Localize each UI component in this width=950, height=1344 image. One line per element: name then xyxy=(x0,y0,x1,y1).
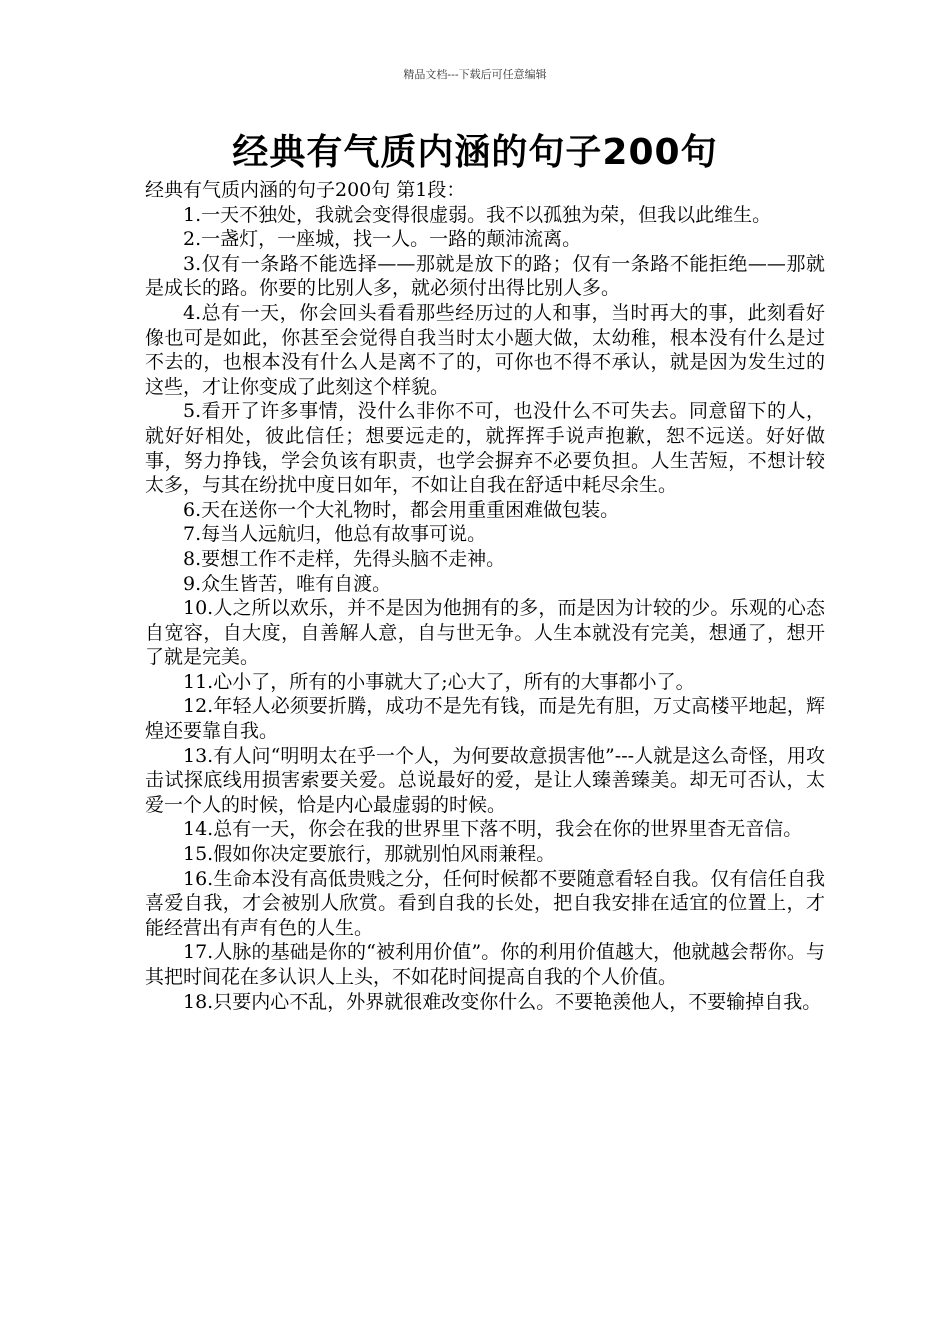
document-body xyxy=(145,178,825,1014)
quote-paragraph-4: 4.总有一天，你会回头看看那些经历过的人和事，当时再大的事，此刻看好像也可是如此，你甚至会觉得自我当时太小题大做，太幼稚，根本没有什么是过不去的，也根本没有什么人是离不了的，可你也不得不承认，就是因为发生过的这些，才让你变成了此刻这个样貌。 xyxy=(145,301,825,398)
quote-paragraph-8: 8.要想工作不走样，先得头脑不走神。 xyxy=(183,547,506,570)
quote-paragraph-14: 14.总有一天，你会在我的世界里下落不明，我会在你的世界里杳无音信。 xyxy=(183,818,803,841)
quote-paragraph-9: 9.众生皆苦，唯有自渡。 xyxy=(183,572,392,595)
section-intro: 经典有气质内涵的句子200句 第1段： xyxy=(145,179,466,201)
quote-paragraph-18: 18.只要内心不乱，外界就很难改变你什么。不要艳羡他人，不要输掉自我。 xyxy=(183,990,822,1013)
quote-paragraph-5: 5.看开了许多事情，没什么非你不可，也没什么不可失去。同意留下的人，就好好相处，彼此信任；想要远走的，就挥挥手说声抱歉，恕不远送。好好做事，努力挣钱，学会负该有职责，也学会摒弃不必要负担。人生苦短，不想计较太多，与其在纷扰中度日如年，不如让自我在舒适中耗尽余生。 xyxy=(145,400,825,497)
quote-paragraph-3: 3.仅有一条路不能选择——那就是放下的路；仅有一条路不能拒绝——那就是成长的路。你要的比别人多，就必须付出得比别人多。 xyxy=(145,252,825,300)
quote-paragraph-13: 13.有人问“明明太在乎一个人，为何要故意损害他”---人就是这么奇怪，用攻击试探底线用损害索要关爱。总说最好的爱，是让人臻善臻美。却无可否认，太爱一个人的时候，恰是内心最虚弱的时候。 xyxy=(145,744,825,816)
quote-paragraph-6: 6.天在送你一个大礼物时，都会用重重困难做包装。 xyxy=(183,498,620,521)
quote-paragraph-12: 12.年轻人必须要折腾，成功不是先有钱，而是先有胆，万丈高楼平地起，辉煌还要靠自我。 xyxy=(145,695,825,743)
quote-paragraph-7: 7.每当人远航归，他总有故事可说。 xyxy=(183,523,487,546)
quote-paragraph-1: 1.一天不独处，我就会变得很虚弱。我不以孤独为荣，但我以此维生。 xyxy=(183,203,772,226)
quote-paragraph-16: 16.生命本没有高低贵贱之分，任何时候都不要随意看轻自我。仅有信任自我喜爱自我，才会被别人欣赏。看到自我的长处，把自我安排在适宜的位置上，才能经营出有声有色的人生。 xyxy=(145,867,825,939)
quote-paragraph-15: 15.假如你决定要旅行，那就别怕风雨兼程。 xyxy=(183,843,556,866)
quote-paragraph-10: 10.人之所以欢乐，并不是因为他拥有的多，而是因为计较的少。乐观的心态自宽容，自大度，自善解人意，自与世无争。人生本就没有完美，想通了，想开了就是完美。 xyxy=(145,597,825,669)
quote-paragraph-11: 11.心小了，所有的小事就大了;心大了，所有的大事都小了。 xyxy=(183,670,695,693)
page-header: 精品文档---下载后可任意编辑 xyxy=(403,68,547,81)
quote-paragraph-2: 2.一盏灯，一座城，找一人。一路的颠沛流离。 xyxy=(183,228,582,251)
quote-paragraph-17: 17.人脉的基础是你的“被利用价值”。你的利用价值越大，他就越会帮你。与其把时间花在多认识人上头，不如花时间提高自我的个人价值。 xyxy=(145,941,825,988)
document-title: 经典有气质内涵的句子200句 xyxy=(232,132,718,173)
